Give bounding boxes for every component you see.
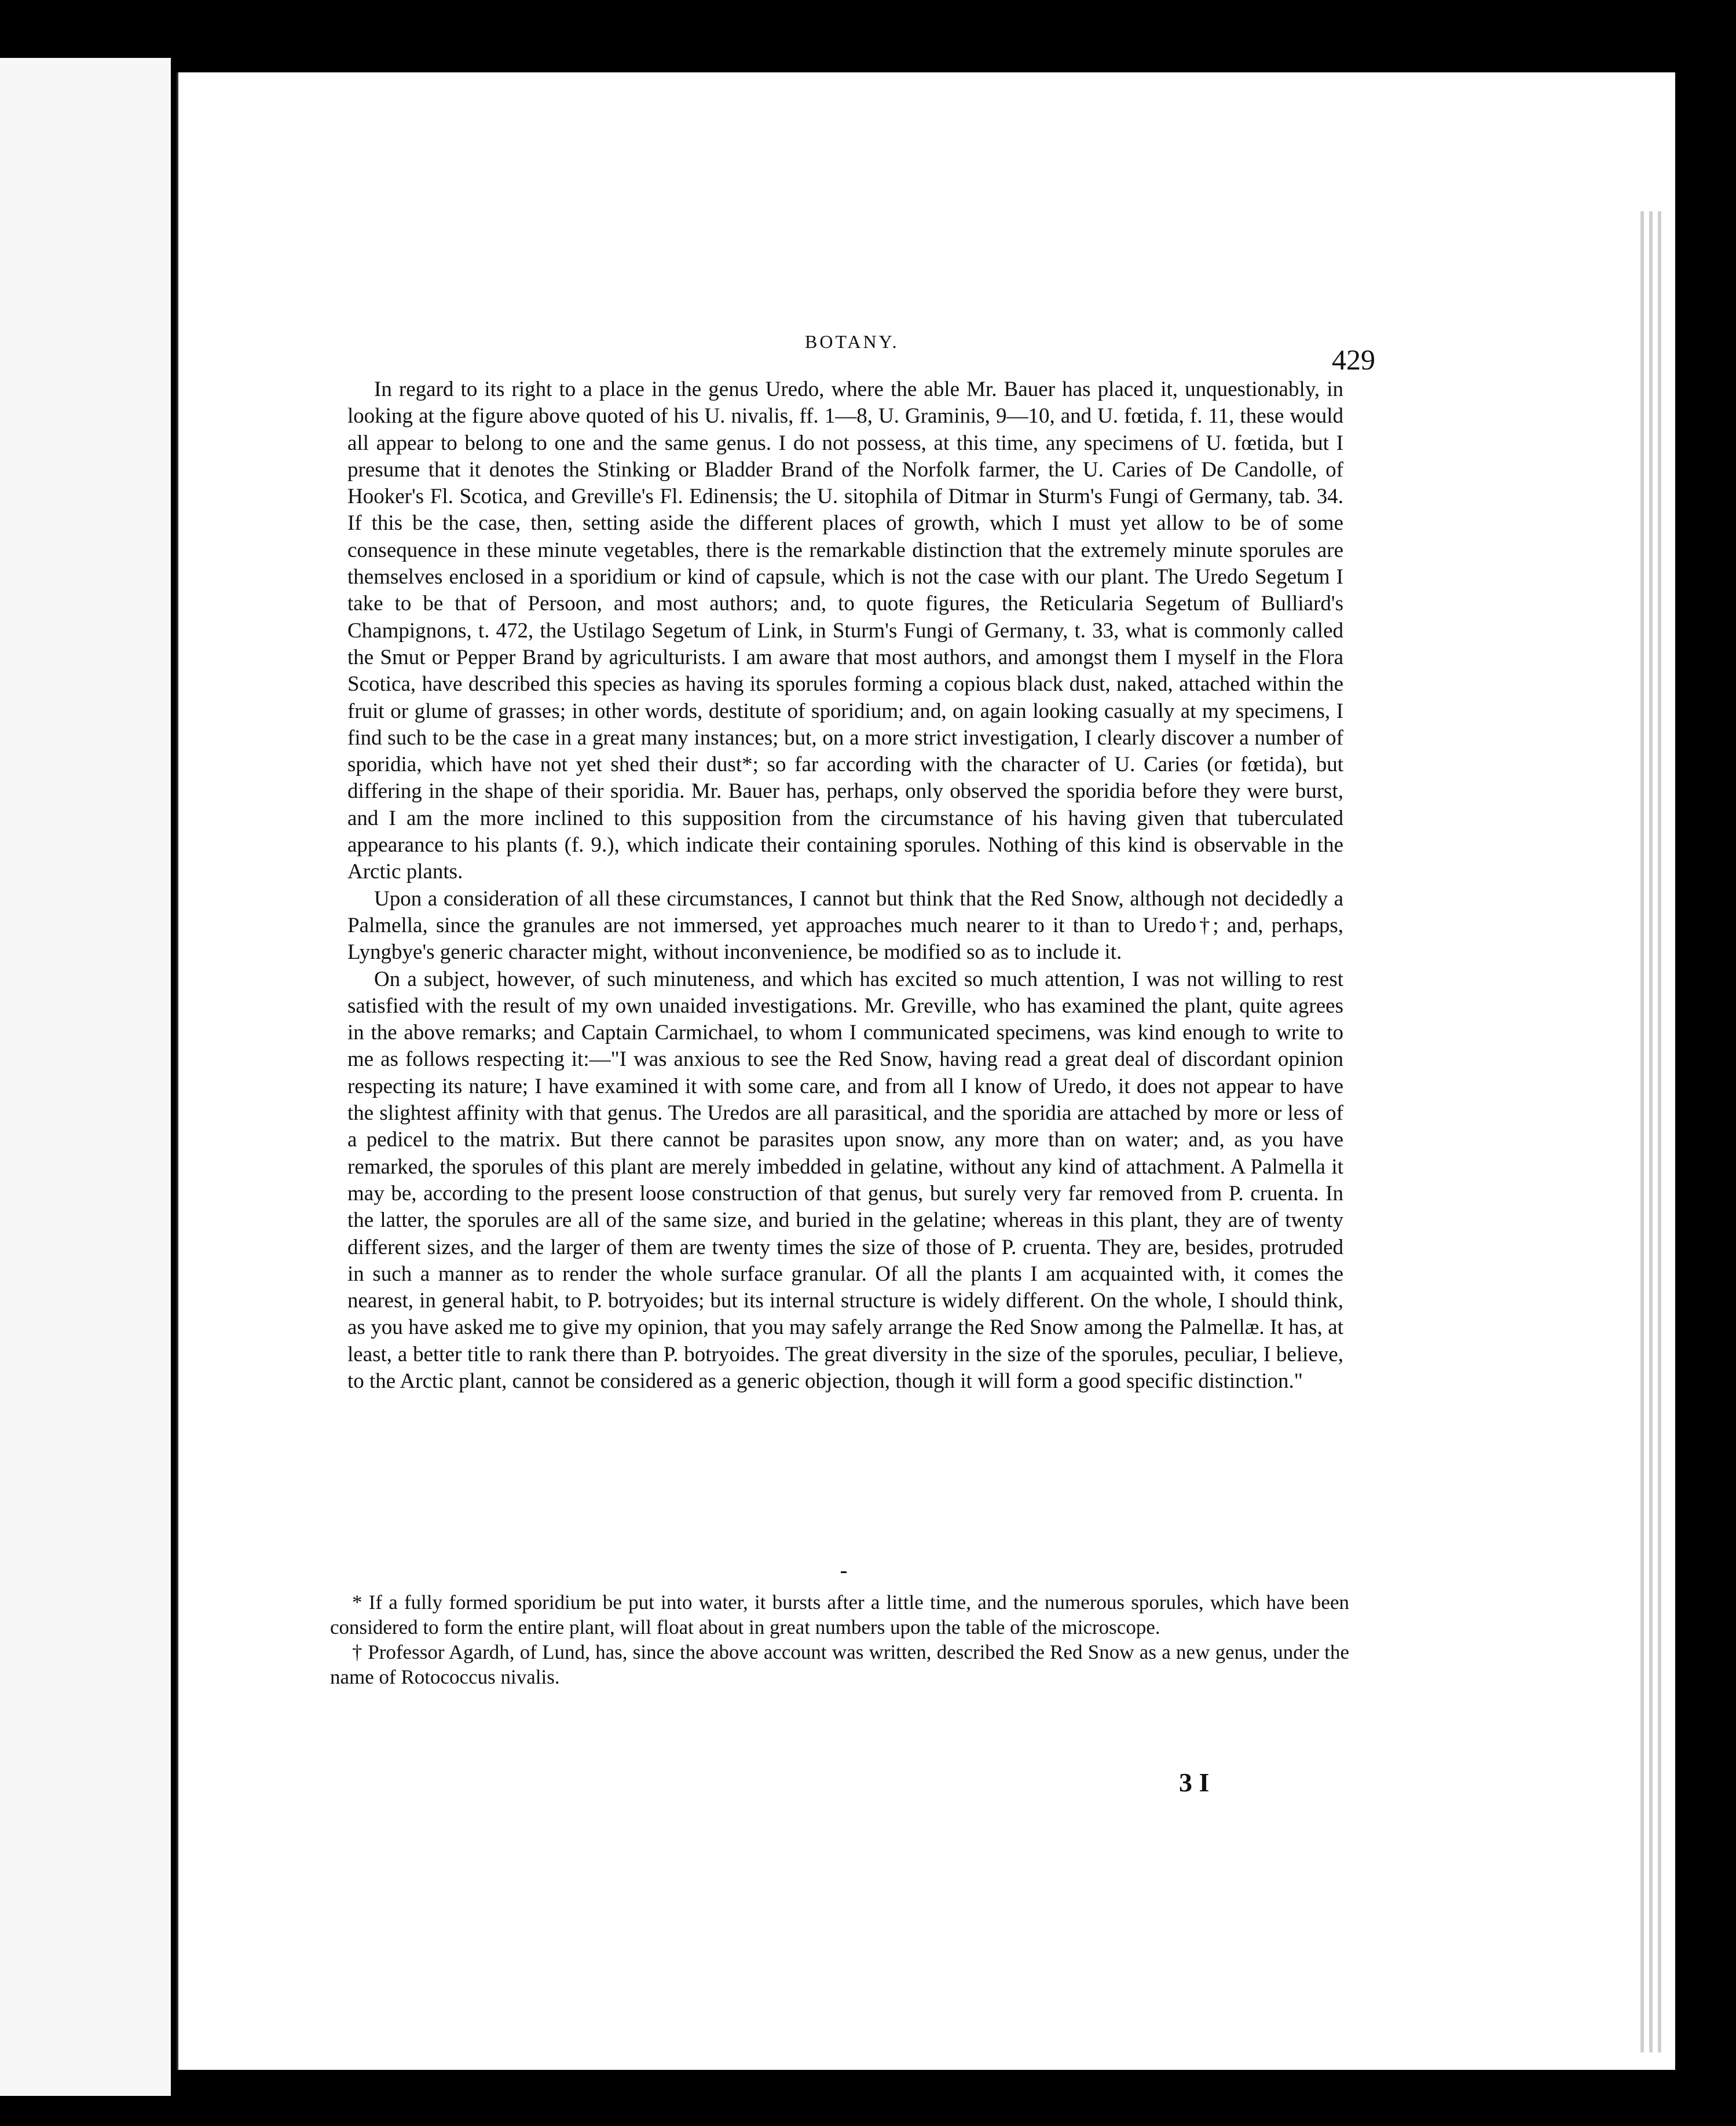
signature-mark: 3 I bbox=[1179, 1768, 1210, 1797]
page-number: 429 bbox=[1332, 343, 1375, 376]
paragraph: Upon a consideration of all these circumstances, I cannot but think that the Red Snow, although not decidedly a Palmella, since the granules are not immersed, yet approaches much nearer to it than to Uredo†; and, perhaps, Lyngbye's generic character might, without inconvenience, be modified so as to include it. bbox=[347, 886, 1343, 965]
running-head: BOTANY. bbox=[805, 331, 899, 352]
footnote-rule bbox=[841, 1571, 847, 1573]
page-edge-strip bbox=[1658, 211, 1661, 2052]
footnotes bbox=[330, 1590, 1349, 1689]
paragraph: On a subject, however, of such minuteness, and which has excited so much attention, I was not willing to rest satisfied with the result of my own unaided investigations. Mr. Greville, who has examined the plant, quite agrees in the above remarks; and Captain Carmichael, to whom I communicated specimens, was kind enough to write to me as follows respecting it:—"I was anxious to see the Red Snow, having read a great deal of discordant opinion respecting its nature; I have examined it with some care, and from all I know of Uredo, it does not appear to have the slightest affinity with that genus. The Uredos are all parasitical, and the sporidia are attached by more or less of a pedicel to the matrix. But there cannot be parasites upon snow, any more than on water; and, as you have remarked, the sporules of this plant are merely imbedded in gelatine, without any kind of attachment. A Palmella it may be, according to the present loose construction of that genus, but surely very far removed from P. cruenta. In the latter, the sporules are all of the same size, and buried in the gelatine; whereas in this plant, they are of twenty different sizes, and the larger of them are twenty times the size of those of P. cruenta. They are, besides, protruded in such a manner as to render the whole surface granular. Of all the plants I am acquainted with, it comes the nearest, in general habit, to P. botryoides; but its internal structure is widely different. On the whole, I should think, as you have asked me to give my opinion, that you may safely arrange the Red Snow among the Palmellæ. It has, at least, a better title to rank there than P. botryoides. The great diversity in the size of the sporules, peculiar, I believe, to the Arctic plant, cannot be considered as a generic objection, though it will form a good specific distinction." bbox=[347, 967, 1343, 1393]
body-text bbox=[347, 376, 1343, 1395]
paragraph: In regard to its right to a place in the genus Uredo, where the able Mr. Bauer has placed it, unquestionably, in looking at the figure above quoted of his U. nivalis, ff. 1—8, U. Graminis, 9—10, and U. fœtida, f. 11, these would all appear to belong to one and the same genus. I do not possess, at this time, any specimens of U. fœtida, but I presume that it denotes the Stinking or Bladder Brand of the Norfolk farmer, the U. Caries of De Candolle, of Hooker's Fl. Scotica, and Greville's Fl. Edinensis; the U. sitophila of Ditmar in Sturm's Fungi of Germany, tab. 34. If this be the case, then, setting aside the different places of growth, which I must yet allow to be of some consequence in these minute vegetables, there is the remarkable distinction that the extremely minute sporules are themselves enclosed in a sporidium or kind of capsule, which is not the case with our plant. The Uredo Segetum I take to be that of Persoon, and most authors; and, to quote figures, the Reticularia Segetum of Bulliard's Champignons, t. 472, the Ustilago Segetum of Link, in Sturm's Fungi of Germany, t. 33, what is commonly called the Smut or Pepper Brand by agriculturists. I am aware that most authors, and amongst them I myself in the Flora Scotica, have described this species as having its sporules forming a copious black dust, naked, attached within the fruit or glume of grasses; in other words, destitute of sporidium; and, on again looking casually at my specimens, I find such to be the case in a great many instances; but, on a more strict investigation, I clearly discover a number of sporidia, which have not yet shed their dust*; so far according with the character of U. Caries (or fœtida), but differing in the shape of their sporidia. Mr. Bauer has, perhaps, only observed the sporidia before they were burst, and I am the more inclined to this supposition from the circumstance of his having given that tuberculated appearance to his plants (f. 9.), which indicate their containing sporules. Nothing of this kind is observable in the Arctic plants. bbox=[347, 377, 1343, 884]
footnote: * If a fully formed sporidium be put into water, it bursts after a little time, and the numerous sporules, which have been considered to form the entire plant, will float about in great numbers upon the table of the microscope. bbox=[330, 1591, 1349, 1639]
page-edge-strip bbox=[1640, 211, 1644, 2052]
footnote: † Professor Agardh, of Lund, has, since the above account was written, described the Red Snow as a new genus, under the name of Rotococcus nivalis. bbox=[330, 1641, 1349, 1688]
page-edge-strip bbox=[1649, 211, 1653, 2052]
facing-page-edge bbox=[0, 58, 171, 2096]
